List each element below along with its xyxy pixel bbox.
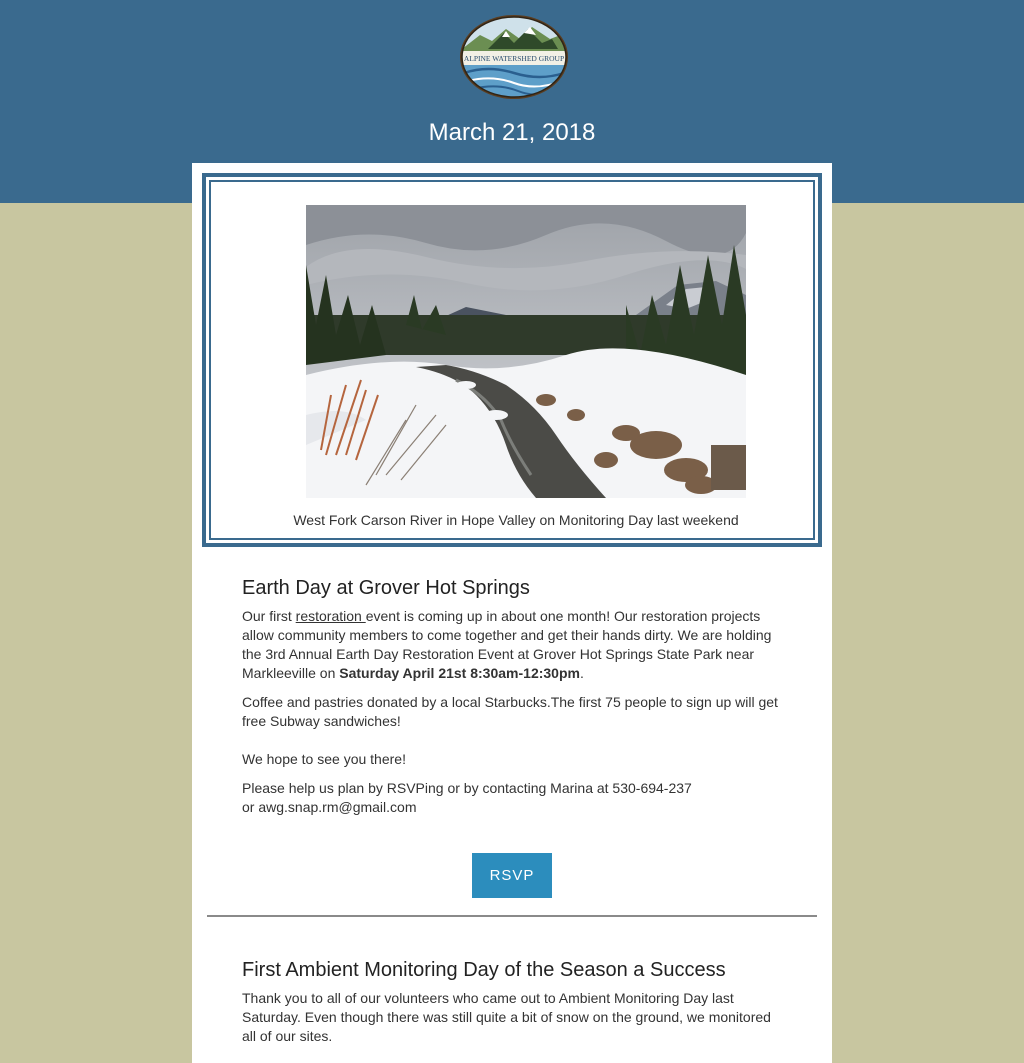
article-paragraph: Coffee and pastries donated by a local Starbucks.The first 75 people to sign up will get free Subway sandwiches!: [242, 694, 778, 729]
article-title: First Ambient Monitoring Day of the Season a Success: [242, 959, 726, 981]
newsletter-date: March 21, 2018: [428, 119, 596, 146]
contact-email: or awg.snap.rm@gmail.com: [242, 799, 417, 815]
svg-text:ALPINE WATERSHED GROUP: ALPINE WATERSHED GROUP: [463, 54, 565, 63]
restoration-link[interactable]: restoration: [295, 608, 366, 624]
article-paragraph: We hope to see you there!: [242, 751, 406, 767]
event-datetime: Saturday April 21st 8:30am-12:30pm: [339, 665, 580, 681]
river-photo: [306, 205, 746, 498]
alpine-watershed-group-logo[interactable]: [458, 13, 570, 101]
rsvp-button[interactable]: RSVP: [472, 853, 552, 898]
section-divider: [207, 915, 817, 917]
article-paragraph: Thank you to all of our volunteers who came out to Ambient Monitoring Day last Saturday. Even though there was still quite a bit of snow on the ground, we monitored all of our sites.: [242, 990, 771, 1044]
article-earth-day: [242, 575, 782, 817]
article-monitoring-day: [242, 957, 782, 1046]
newsletter-card: [192, 163, 832, 1063]
hero-frame: [202, 173, 822, 547]
photo-caption: West Fork Carson River in Hope Valley on Monitoring Day last weekend: [293, 512, 739, 528]
article-title: Earth Day at Grover Hot Springs: [242, 577, 530, 599]
article-paragraph: Our first restoration event is coming up in about one month! Our restoration projects allow community members to come together and get their hands dirty. We are holding the 3rd Annual Earth Day Restoration Event at Grover Hot Springs State Park near Markleeville on Saturday April 21st 8:30am-12:30pm.: [242, 608, 772, 681]
contact-paragraph: Please help us plan by RSVPing or by contacting Marina at 530-694-237 or awg.snap.rm@gmail.com: [242, 780, 692, 815]
